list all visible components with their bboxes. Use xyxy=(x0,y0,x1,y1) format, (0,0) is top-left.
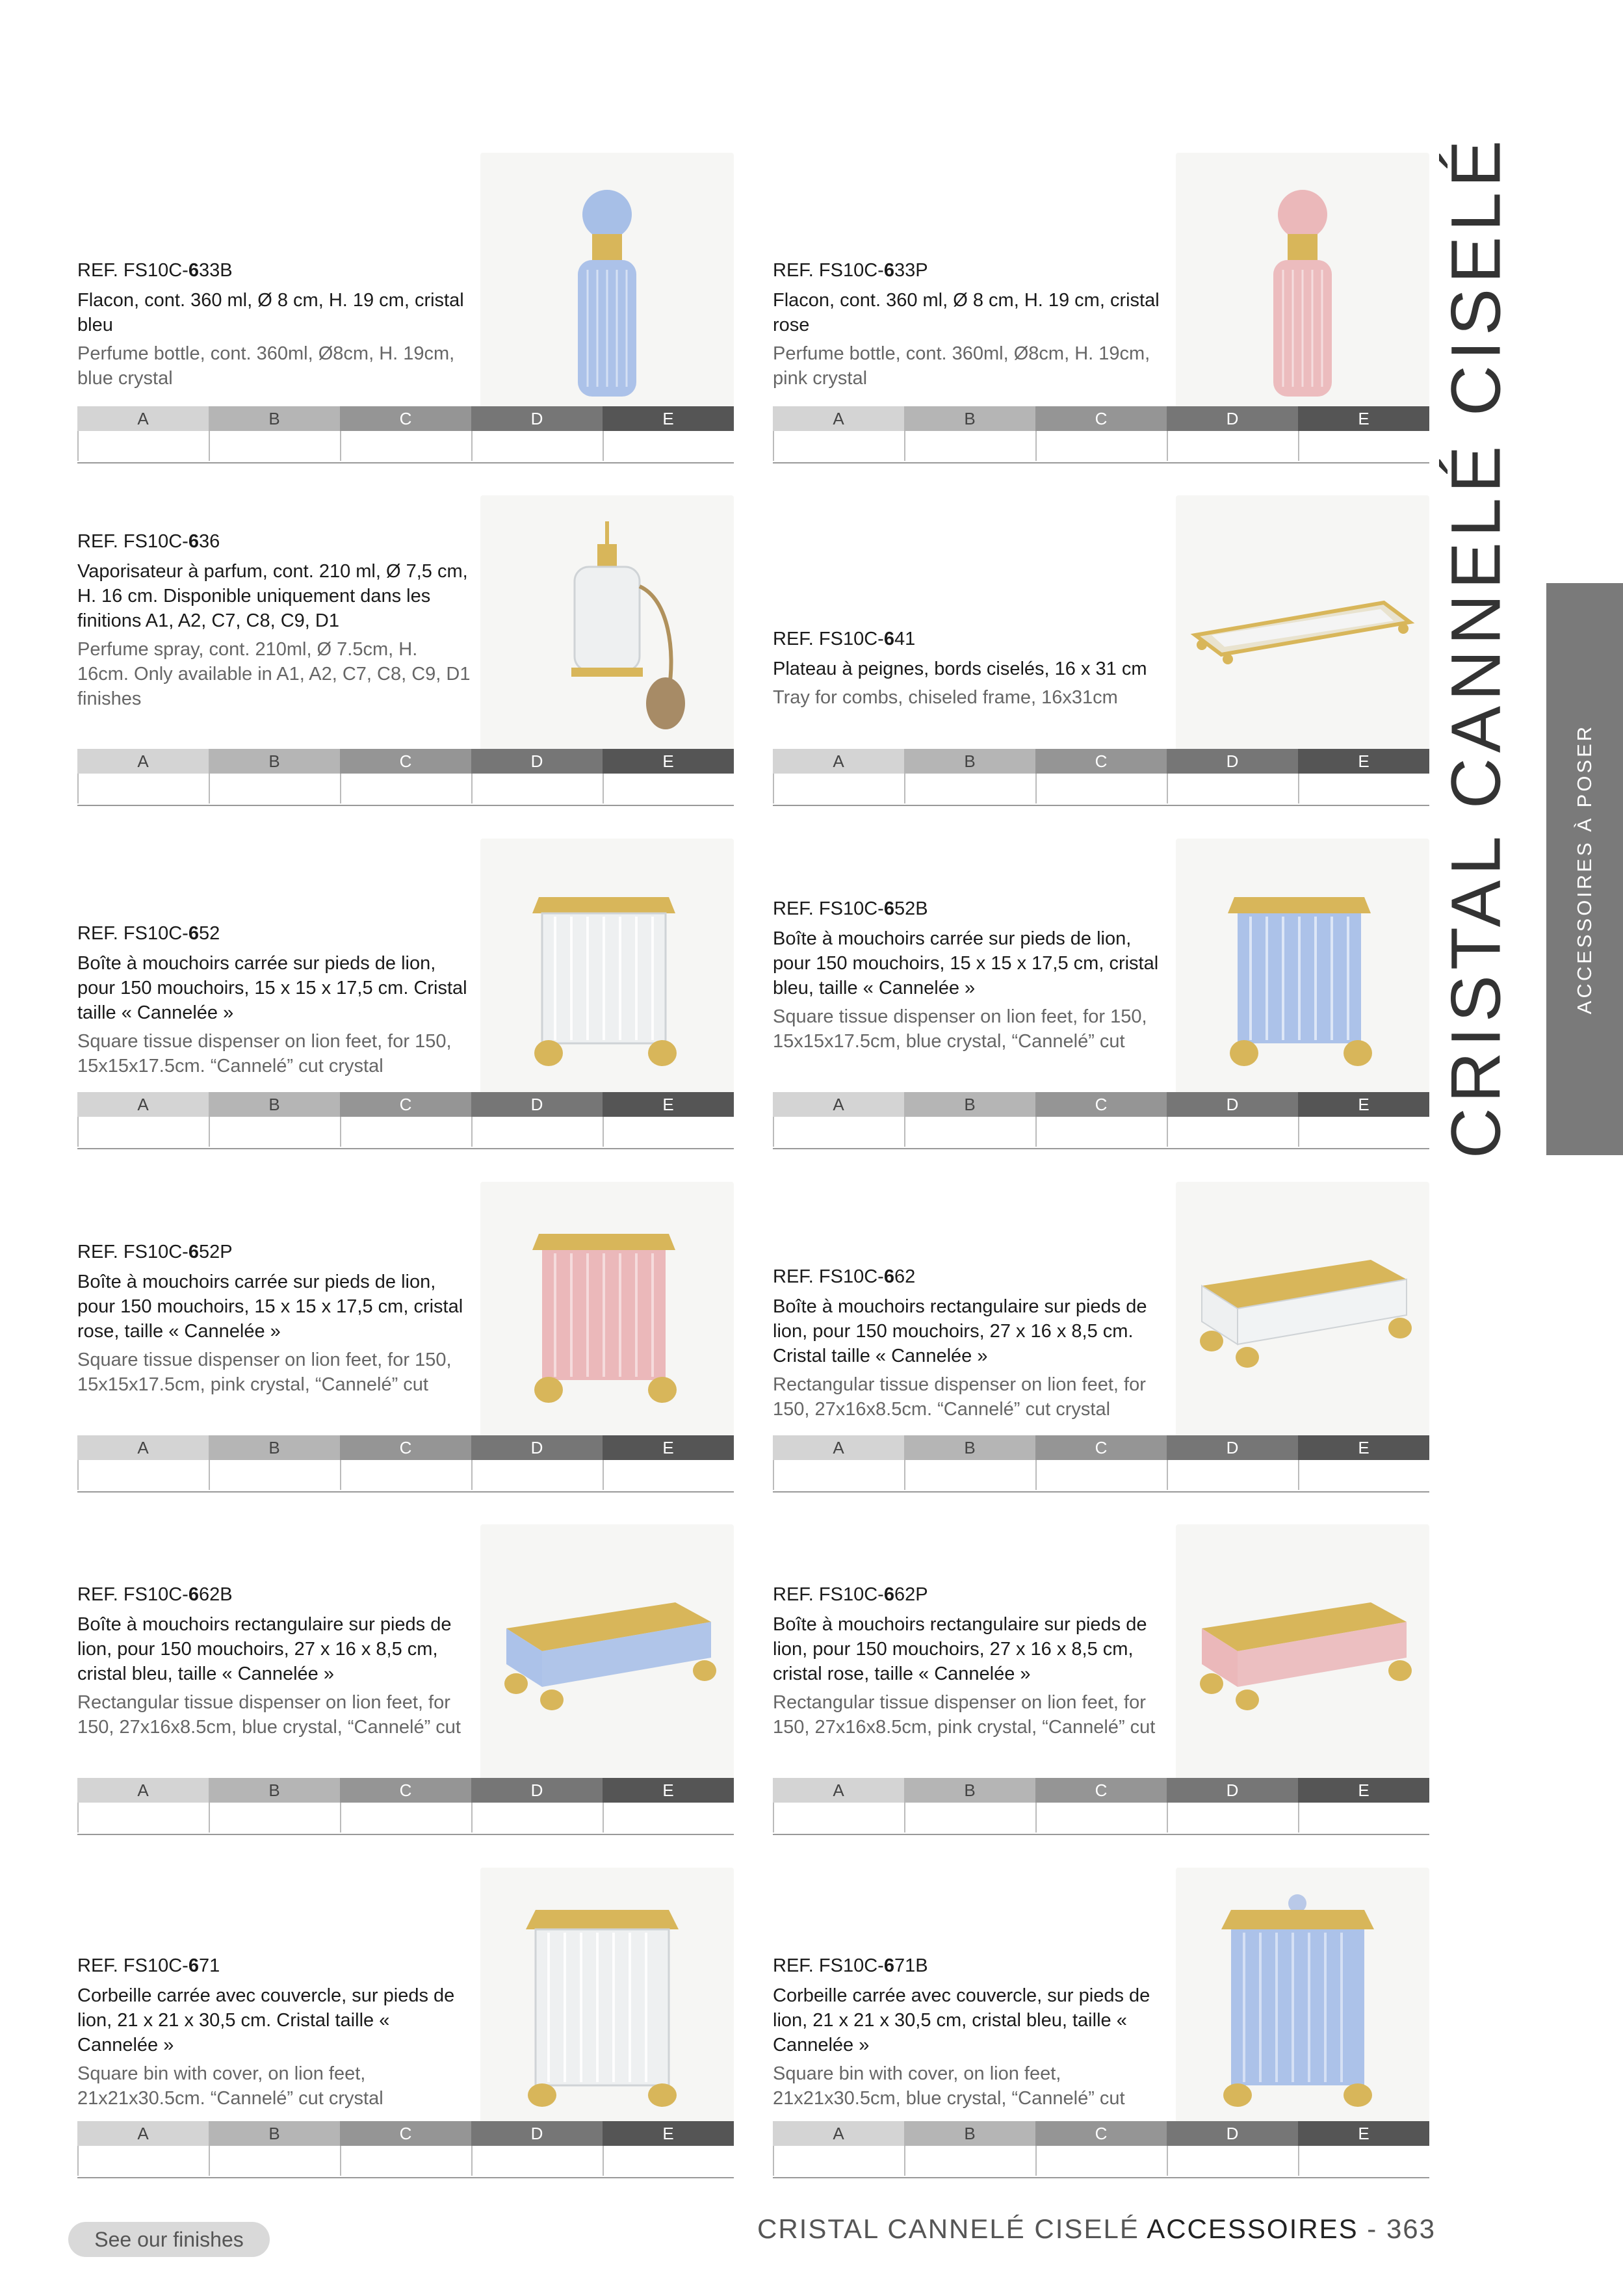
finish-cell-e[interactable] xyxy=(1298,431,1429,461)
finish-e[interactable]: E xyxy=(1298,2121,1429,2146)
finish-cell-b[interactable] xyxy=(904,2146,1035,2176)
description-fr: Boîte à mouchoirs rectangulaire sur pieds de lion, pour 150 mouchoirs, 27 x 16 x 8,5 cm. Cristal taille « Cannelée » xyxy=(773,1296,1147,1366)
finish-table xyxy=(77,1778,734,1835)
product-cell xyxy=(773,839,1429,1164)
description-fr: Boîte à mouchoirs carrée sur pieds de lion, pour 150 mouchoirs, 15 x 15 x 17,5 cm, cristal bleu, taille « Cannelée » xyxy=(773,928,1159,998)
finish-cell-a[interactable] xyxy=(77,774,209,803)
finish-cell-c[interactable] xyxy=(340,1117,471,1147)
finish-cell-c[interactable] xyxy=(1035,1460,1167,1490)
finish-c[interactable]: C xyxy=(1035,1092,1167,1117)
section-tab-label: ACCESSOIRES À POSER xyxy=(1573,724,1596,1015)
finish-d[interactable]: D xyxy=(471,749,603,774)
finish-a[interactable]: A xyxy=(77,749,209,774)
vertical-title xyxy=(1423,135,1527,1159)
description-fr: Boîte à mouchoirs carrée sur pieds de lion, pour 150 mouchoirs, 15 x 15 x 17,5 cm, cristal rose, taille « Cannelée » xyxy=(77,1272,463,1342)
product-cell xyxy=(77,495,734,820)
product-text xyxy=(773,260,1169,391)
finish-e[interactable]: E xyxy=(1298,406,1429,431)
description-en: Square bin with cover, on lion feet, 21x21x30.5cm, blue crystal, “Cannelé” cut xyxy=(773,2063,1125,2109)
product-text xyxy=(77,1584,474,1740)
finish-e[interactable]: E xyxy=(603,2121,734,2146)
finish-cell-a[interactable] xyxy=(77,2146,209,2176)
finish-cell-c[interactable] xyxy=(1035,774,1167,803)
finish-cell-a[interactable] xyxy=(773,1460,904,1490)
finish-b[interactable]: B xyxy=(904,2121,1035,2146)
finish-cell-b[interactable] xyxy=(209,2146,340,2176)
finish-a[interactable]: A xyxy=(77,1435,209,1460)
finish-d[interactable]: D xyxy=(471,406,603,431)
product-text xyxy=(77,1242,474,1397)
description-en: Perfume bottle, cont. 360ml, Ø8cm, H. 19cm, pink crystal xyxy=(773,343,1150,389)
description-fr: Boîte à mouchoirs rectangulaire sur pieds de lion, pour 150 mouchoirs, 27 x 16 x 8,5 cm, cristal bleu, taille « Cannelée » xyxy=(77,1614,452,1684)
finish-cell-a[interactable] xyxy=(773,431,904,461)
product-text xyxy=(773,898,1169,1054)
tissue-box-icon xyxy=(480,1182,734,1442)
description-en: Perfume spray, cont. 210ml, Ø 7.5cm, H. 16cm. Only available in A1, A2, C7, C8, C9, D1 finishes xyxy=(77,639,471,709)
finish-c[interactable]: C xyxy=(1035,1778,1167,1803)
finish-e[interactable]: E xyxy=(603,1092,734,1117)
finish-e[interactable]: E xyxy=(1298,1778,1429,1803)
bin-icon xyxy=(480,1868,734,2128)
description-fr: Boîte à mouchoirs rectangulaire sur pieds de lion, pour 150 mouchoirs, 27 x 16 x 8,5 cm, cristal rose, taille « Cannelée » xyxy=(773,1614,1147,1684)
finish-cell-b[interactable] xyxy=(904,1803,1035,1833)
finish-table xyxy=(773,2121,1429,2178)
finish-cell-e[interactable] xyxy=(603,1460,734,1490)
finish-b[interactable]: B xyxy=(209,1778,340,1803)
finish-cell-d[interactable] xyxy=(1167,774,1298,803)
description-fr: Vaporisateur à parfum, cont. 210 ml, Ø 7,5 cm, H. 16 cm. Disponible uniquement dans les finitions A1, A2, C7, C8, C9, D1 xyxy=(77,561,468,631)
finish-c[interactable]: C xyxy=(1035,2121,1167,2146)
finish-b[interactable]: B xyxy=(209,2121,340,2146)
finish-cell-d[interactable] xyxy=(471,1803,603,1833)
finish-d[interactable]: D xyxy=(471,2121,603,2146)
finish-cell-b[interactable] xyxy=(904,431,1035,461)
finish-cell-b[interactable] xyxy=(209,774,340,803)
finish-cell-e[interactable] xyxy=(1298,1803,1429,1833)
finish-cell-c[interactable] xyxy=(1035,1803,1167,1833)
product-image xyxy=(1176,1868,1429,2128)
description-fr: Flacon, cont. 360 ml, Ø 8 cm, H. 19 cm, cristal bleu xyxy=(77,290,464,335)
finish-a[interactable]: A xyxy=(77,406,209,431)
description-en: Rectangular tissue dispenser on lion feet, for 150, 27x16x8.5cm, pink crystal, “Cannelé” cut xyxy=(773,1692,1156,1738)
finish-a[interactable]: A xyxy=(773,1778,904,1803)
product-ref: REF. FS10C-671 xyxy=(77,1955,220,1976)
see-finishes-button[interactable]: See our finishes xyxy=(68,2222,270,2257)
finish-cell-e[interactable] xyxy=(603,1117,734,1147)
description-fr: Boîte à mouchoirs carrée sur pieds de lion, pour 150 mouchoirs, 15 x 15 x 17,5 cm. Cristal taille « Cannelée » xyxy=(77,953,467,1023)
finish-c[interactable]: C xyxy=(1035,749,1167,774)
finish-a[interactable]: A xyxy=(773,1092,904,1117)
finish-cell-d[interactable] xyxy=(471,2146,603,2176)
finish-d[interactable]: D xyxy=(471,1435,603,1460)
product-text xyxy=(77,923,474,1078)
finish-a[interactable]: A xyxy=(773,406,904,431)
finish-cell-b[interactable] xyxy=(209,1460,340,1490)
finish-b[interactable]: B xyxy=(904,1435,1035,1460)
rect-tissue-box-icon xyxy=(480,1524,734,1784)
finish-cell-b[interactable] xyxy=(904,1460,1035,1490)
product-image xyxy=(480,495,734,755)
description-en: Square bin with cover, on lion feet, 21x21x30.5cm. “Cannelé” cut crystal xyxy=(77,2063,383,2109)
description-en: Tray for combs, chiseled frame, 16x31cm xyxy=(773,687,1118,708)
finish-cell-a[interactable] xyxy=(773,1803,904,1833)
finish-a[interactable]: A xyxy=(77,1092,209,1117)
finish-cell-d[interactable] xyxy=(1167,1803,1298,1833)
finish-cell-c[interactable] xyxy=(1035,431,1167,461)
product-text xyxy=(77,1955,474,2111)
page-number: 363 xyxy=(1386,2213,1436,2244)
product-ref: REF. FS10C-652B xyxy=(773,898,928,919)
product-text xyxy=(77,531,474,711)
product-image xyxy=(480,1868,734,2128)
product-image xyxy=(1176,153,1429,413)
product-text xyxy=(77,260,474,391)
finish-c[interactable]: C xyxy=(1035,1435,1167,1460)
product-image xyxy=(480,1524,734,1784)
finish-cell-d[interactable] xyxy=(471,1460,603,1490)
product-cell xyxy=(77,1868,734,2193)
finish-cell-e[interactable] xyxy=(603,774,734,803)
finish-a[interactable]: A xyxy=(77,1778,209,1803)
product-cell xyxy=(773,1868,1429,2193)
finish-cell-a[interactable] xyxy=(773,1117,904,1147)
tissue-box-icon xyxy=(1176,839,1429,1099)
description-en: Rectangular tissue dispenser on lion feet, for 150, 27x16x8.5cm. “Cannelé” cut crystal xyxy=(773,1374,1146,1420)
finish-d[interactable]: D xyxy=(1167,406,1298,431)
section-tab[interactable] xyxy=(1546,583,1623,1155)
comb-tray-icon xyxy=(1176,495,1429,755)
product-cell xyxy=(773,1182,1429,1507)
product-ref: REF. FS10C-641 xyxy=(773,629,916,649)
product-ref: REF. FS10C-662 xyxy=(773,1266,916,1287)
finish-table xyxy=(773,1092,1429,1149)
finish-b[interactable]: B xyxy=(209,1435,340,1460)
finish-table xyxy=(77,749,734,806)
finish-cell-b[interactable] xyxy=(904,774,1035,803)
finish-a[interactable]: A xyxy=(773,2121,904,2146)
finish-table xyxy=(773,1778,1429,1835)
finish-cell-c[interactable] xyxy=(340,1460,471,1490)
finish-b[interactable]: B xyxy=(904,406,1035,431)
description-en: Rectangular tissue dispenser on lion feet, for 150, 27x16x8.5cm, blue crystal, “Cannelé” cut xyxy=(77,1692,461,1738)
finish-cell-d[interactable] xyxy=(471,431,603,461)
finish-c[interactable]: C xyxy=(340,749,471,774)
rect-tissue-box-icon xyxy=(1176,1182,1429,1442)
product-ref: REF. FS10C-652P xyxy=(77,1242,233,1262)
description-en: Perfume bottle, cont. 360ml, Ø8cm, H. 19cm, blue crystal xyxy=(77,343,455,389)
product-ref: REF. FS10C-662P xyxy=(773,1584,928,1605)
description-fr: Corbeille carrée avec couvercle, sur pieds de lion, 21 x 21 x 30,5 cm, cristal bleu, taille « Cannelée » xyxy=(773,1985,1150,2055)
finish-table xyxy=(773,406,1429,463)
product-text xyxy=(773,1584,1169,1740)
product-image xyxy=(1176,839,1429,1099)
product-ref: REF. FS10C-633B xyxy=(77,260,233,281)
description-en: Square tissue dispenser on lion feet, for 150, 15x15x17.5cm, pink crystal, “Cannelé” cut xyxy=(77,1350,452,1395)
finish-d[interactable]: D xyxy=(1167,1778,1298,1803)
finish-table xyxy=(77,1092,734,1149)
finish-cell-e[interactable] xyxy=(603,2146,734,2176)
bin-icon xyxy=(1176,1868,1429,2128)
product-ref: REF. FS10C-662B xyxy=(77,1584,233,1605)
footer-separator: - xyxy=(1358,2213,1386,2244)
perfume-bottle-icon xyxy=(1176,153,1429,413)
description-en: Square tissue dispenser on lion feet, for 150, 15x15x17.5cm. “Cannelé” cut crystal xyxy=(77,1031,452,1076)
finish-b[interactable]: B xyxy=(209,406,340,431)
finish-d[interactable]: D xyxy=(1167,2121,1298,2146)
finish-cell-d[interactable] xyxy=(1167,2146,1298,2176)
finish-c[interactable]: C xyxy=(340,1092,471,1117)
finish-d[interactable]: D xyxy=(471,1778,603,1803)
collection-title: CRISTAL CANNELÉ CISELÉ xyxy=(1436,135,1515,1159)
product-ref: REF. FS10C-636 xyxy=(77,531,220,552)
finish-c[interactable]: C xyxy=(340,2121,471,2146)
product-text xyxy=(773,629,1169,710)
tissue-box-icon xyxy=(480,839,734,1099)
perfume-spray-icon xyxy=(480,495,734,755)
rect-tissue-box-icon xyxy=(1176,1524,1429,1784)
product-text xyxy=(773,1266,1169,1422)
finish-cell-e[interactable] xyxy=(1298,1460,1429,1490)
product-ref: REF. FS10C-671B xyxy=(773,1955,928,1976)
finish-cell-d[interactable] xyxy=(1167,1117,1298,1147)
page-footer xyxy=(757,2213,1436,2245)
finish-cell-d[interactable] xyxy=(1167,1460,1298,1490)
product-image xyxy=(1176,1524,1429,1784)
finish-a[interactable]: A xyxy=(773,1435,904,1460)
finish-cell-c[interactable] xyxy=(340,431,471,461)
finish-table xyxy=(77,2121,734,2178)
finish-b[interactable]: B xyxy=(209,1092,340,1117)
footer-section: ACCESSOIRES xyxy=(1147,2213,1358,2244)
finish-d[interactable]: D xyxy=(1167,749,1298,774)
product-cell xyxy=(773,1524,1429,1849)
finish-cell-c[interactable] xyxy=(1035,2146,1167,2176)
finish-cell-d[interactable] xyxy=(1167,431,1298,461)
finish-c[interactable]: C xyxy=(340,406,471,431)
finish-cell-b[interactable] xyxy=(209,1803,340,1833)
finish-a[interactable]: A xyxy=(773,749,904,774)
finish-cell-a[interactable] xyxy=(77,1460,209,1490)
finish-cell-c[interactable] xyxy=(1035,1117,1167,1147)
finish-d[interactable]: D xyxy=(1167,1435,1298,1460)
finish-cell-a[interactable] xyxy=(77,1117,209,1147)
finish-cell-b[interactable] xyxy=(209,431,340,461)
finish-b[interactable]: B xyxy=(904,749,1035,774)
description-fr: Plateau à peignes, bords ciselés, 16 x 31 cm xyxy=(773,659,1147,679)
finish-e[interactable]: E xyxy=(1298,1435,1429,1460)
product-cell xyxy=(77,1524,734,1849)
finish-cell-c[interactable] xyxy=(340,1803,471,1833)
finish-cell-d[interactable] xyxy=(471,1117,603,1147)
description-fr: Flacon, cont. 360 ml, Ø 8 cm, H. 19 cm, cristal rose xyxy=(773,290,1160,335)
product-image xyxy=(1176,1182,1429,1442)
finish-e[interactable]: E xyxy=(603,1435,734,1460)
finish-e[interactable]: E xyxy=(603,749,734,774)
finish-cell-b[interactable] xyxy=(904,1117,1035,1147)
finish-c[interactable]: C xyxy=(340,1435,471,1460)
finish-c[interactable]: C xyxy=(340,1778,471,1803)
product-cell xyxy=(77,839,734,1164)
product-image xyxy=(480,1182,734,1442)
finish-b[interactable]: B xyxy=(904,1778,1035,1803)
product-cell xyxy=(77,1182,734,1507)
finish-cell-c[interactable] xyxy=(340,774,471,803)
finish-cell-a[interactable] xyxy=(77,431,209,461)
product-cell xyxy=(77,153,734,478)
finish-cell-a[interactable] xyxy=(773,774,904,803)
product-cell xyxy=(773,495,1429,820)
finish-cell-a[interactable] xyxy=(773,2146,904,2176)
finish-table xyxy=(773,749,1429,806)
product-image xyxy=(480,153,734,413)
finish-cell-e[interactable] xyxy=(1298,2146,1429,2176)
finish-d[interactable]: D xyxy=(1167,1092,1298,1117)
product-ref: REF. FS10C-652 xyxy=(77,923,220,944)
finish-c[interactable]: C xyxy=(1035,406,1167,431)
finish-table xyxy=(77,406,734,463)
finish-e[interactable]: E xyxy=(603,406,734,431)
finish-cell-c[interactable] xyxy=(340,2146,471,2176)
finish-cell-b[interactable] xyxy=(209,1117,340,1147)
description-en: Square tissue dispenser on lion feet, for 150, 15x15x17.5cm, blue crystal, “Cannelé” cut xyxy=(773,1006,1147,1052)
finish-e[interactable]: E xyxy=(603,1778,734,1803)
finish-cell-d[interactable] xyxy=(471,774,603,803)
product-ref: REF. FS10C-633P xyxy=(773,260,928,281)
finish-b[interactable]: B xyxy=(209,749,340,774)
finish-cell-e[interactable] xyxy=(603,431,734,461)
perfume-bottle-icon xyxy=(480,153,734,413)
finish-table xyxy=(77,1435,734,1493)
finish-e[interactable]: E xyxy=(1298,749,1429,774)
finish-d[interactable]: D xyxy=(471,1092,603,1117)
finish-cell-e[interactable] xyxy=(1298,1117,1429,1147)
product-image xyxy=(1176,495,1429,755)
product-text xyxy=(773,1955,1169,2111)
finish-cell-e[interactable] xyxy=(1298,774,1429,803)
finish-e[interactable]: E xyxy=(1298,1092,1429,1117)
footer-series: CRISTAL CANNELÉ CISELÉ xyxy=(757,2213,1139,2244)
finish-a[interactable]: A xyxy=(77,2121,209,2146)
finish-b[interactable]: B xyxy=(904,1092,1035,1117)
finish-cell-e[interactable] xyxy=(603,1803,734,1833)
finish-table xyxy=(773,1435,1429,1493)
finish-cell-a[interactable] xyxy=(77,1803,209,1833)
product-cell xyxy=(773,153,1429,478)
product-image xyxy=(480,839,734,1099)
description-fr: Corbeille carrée avec couvercle, sur pieds de lion, 21 x 21 x 30,5 cm. Cristal taille « Cannelée » xyxy=(77,1985,455,2055)
